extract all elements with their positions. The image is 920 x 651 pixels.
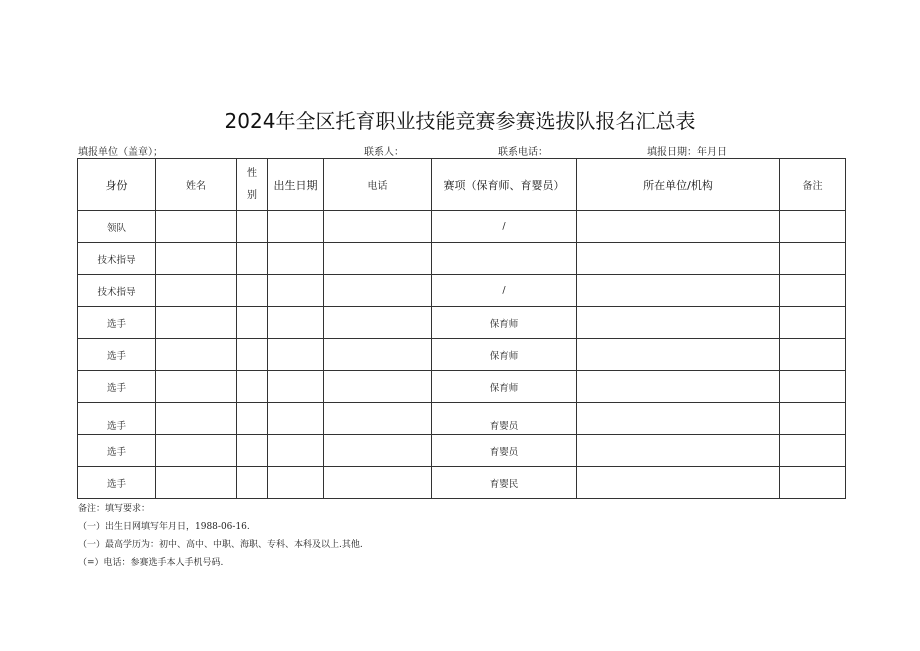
- table-row: [78, 371, 846, 403]
- header-gender-bottom: 别: [247, 189, 257, 201]
- table-row: [78, 467, 846, 499]
- table-row: [78, 243, 846, 275]
- header-name: 姓名: [156, 159, 237, 211]
- table-header-row: [78, 159, 846, 211]
- table-row: [78, 307, 846, 339]
- header-event: 赛项（保育师、育婴员）: [432, 159, 577, 211]
- page-title: 2024年全区托育职业技能竞赛参赛选拔队报名汇总表: [224, 109, 696, 133]
- unit-cell[interactable]: [577, 435, 780, 467]
- phone-cell[interactable]: [324, 275, 432, 307]
- remark-cell[interactable]: [780, 371, 846, 403]
- header-unit: 所在单位/机构: [577, 159, 780, 211]
- unit-cell[interactable]: [577, 243, 780, 275]
- birth-cell[interactable]: [268, 467, 324, 499]
- role-cell: 领队: [78, 211, 156, 243]
- gender-cell[interactable]: [237, 435, 268, 467]
- phone-cell[interactable]: [324, 435, 432, 467]
- name-cell[interactable]: [156, 403, 237, 435]
- name-cell[interactable]: [156, 467, 237, 499]
- unit-cell[interactable]: [577, 275, 780, 307]
- gender-cell[interactable]: [237, 339, 268, 371]
- unit-cell[interactable]: [577, 339, 780, 371]
- gender-cell[interactable]: [237, 275, 268, 307]
- name-cell[interactable]: [156, 339, 237, 371]
- header-birth-date: 出生日期: [268, 159, 324, 211]
- registration-table: [77, 158, 846, 499]
- gender-cell[interactable]: [237, 371, 268, 403]
- fill-unit-label: 填报单位（盖章）；: [78, 147, 163, 158]
- birth-cell[interactable]: [268, 371, 324, 403]
- name-cell[interactable]: [156, 307, 237, 339]
- unit-cell[interactable]: [577, 211, 780, 243]
- event-cell: /: [432, 211, 577, 243]
- header-phone: 电话: [324, 159, 432, 211]
- table-row: [78, 339, 846, 371]
- contact-person-label: 联系人：: [364, 147, 404, 158]
- remark-cell[interactable]: [780, 339, 846, 371]
- table-row: [78, 403, 846, 435]
- unit-cell[interactable]: [577, 403, 780, 435]
- remark-cell[interactable]: [780, 403, 846, 435]
- role-cell: 选手: [78, 403, 156, 435]
- name-cell[interactable]: [156, 371, 237, 403]
- role-cell: 选手: [78, 371, 156, 403]
- remark-cell[interactable]: [780, 243, 846, 275]
- table-row: [78, 275, 846, 307]
- phone-cell[interactable]: [324, 307, 432, 339]
- birth-cell[interactable]: [268, 211, 324, 243]
- phone-cell[interactable]: [324, 243, 432, 275]
- gender-cell[interactable]: [237, 243, 268, 275]
- header-gender-top: 性: [247, 167, 257, 179]
- name-cell[interactable]: [156, 243, 237, 275]
- event-cell: 育婴民: [432, 467, 577, 499]
- event-cell: [432, 243, 577, 275]
- role-cell: 选手: [78, 339, 156, 371]
- phone-cell[interactable]: [324, 467, 432, 499]
- header-gender: [237, 159, 268, 211]
- event-cell: 保育师: [432, 339, 577, 371]
- contact-phone-label: 联系电话：: [498, 147, 548, 158]
- table-row: [78, 435, 846, 467]
- note-item: （一）出生日网填写年月日，1988-06-16.: [78, 522, 250, 532]
- unit-cell[interactable]: [577, 467, 780, 499]
- event-cell: 育婴员: [432, 435, 577, 467]
- role-cell: 技术指导: [78, 275, 156, 307]
- remark-cell[interactable]: [780, 307, 846, 339]
- remark-cell[interactable]: [780, 275, 846, 307]
- phone-cell[interactable]: [324, 211, 432, 243]
- gender-cell[interactable]: [237, 211, 268, 243]
- remark-cell[interactable]: [780, 435, 846, 467]
- event-cell: 保育师: [432, 307, 577, 339]
- birth-cell[interactable]: [268, 307, 324, 339]
- header-role: 身份: [78, 159, 156, 211]
- notes-heading: 备注：填写要求：: [78, 504, 151, 514]
- table-row: [78, 211, 846, 243]
- fill-date-label: 填报日期：年月日: [647, 147, 727, 158]
- remark-cell[interactable]: [780, 467, 846, 499]
- phone-cell[interactable]: [324, 371, 432, 403]
- birth-cell[interactable]: [268, 339, 324, 371]
- birth-cell[interactable]: [268, 435, 324, 467]
- role-cell: 选手: [78, 467, 156, 499]
- note-item: （一）最高学历为：初中、高中、中职、海职、专科、本科及以上.其他.: [78, 540, 363, 550]
- name-cell[interactable]: [156, 435, 237, 467]
- phone-cell[interactable]: [324, 339, 432, 371]
- phone-cell[interactable]: [324, 403, 432, 435]
- note-item: （=）电话：参赛选手本人手机号码.: [78, 558, 224, 568]
- role-cell: 选手: [78, 435, 156, 467]
- event-cell: 育婴员: [432, 403, 577, 435]
- gender-cell[interactable]: [237, 467, 268, 499]
- header-remark: 备注: [780, 159, 846, 211]
- birth-cell[interactable]: [268, 403, 324, 435]
- remark-cell[interactable]: [780, 211, 846, 243]
- unit-cell[interactable]: [577, 371, 780, 403]
- unit-cell[interactable]: [577, 307, 780, 339]
- birth-cell[interactable]: [268, 243, 324, 275]
- name-cell[interactable]: [156, 211, 237, 243]
- event-cell: 保育师: [432, 371, 577, 403]
- event-cell: /: [432, 275, 577, 307]
- role-cell: 选手: [78, 307, 156, 339]
- birth-cell[interactable]: [268, 275, 324, 307]
- gender-cell[interactable]: [237, 307, 268, 339]
- role-cell: 技术指导: [78, 243, 156, 275]
- name-cell[interactable]: [156, 275, 237, 307]
- gender-cell[interactable]: [237, 403, 268, 435]
